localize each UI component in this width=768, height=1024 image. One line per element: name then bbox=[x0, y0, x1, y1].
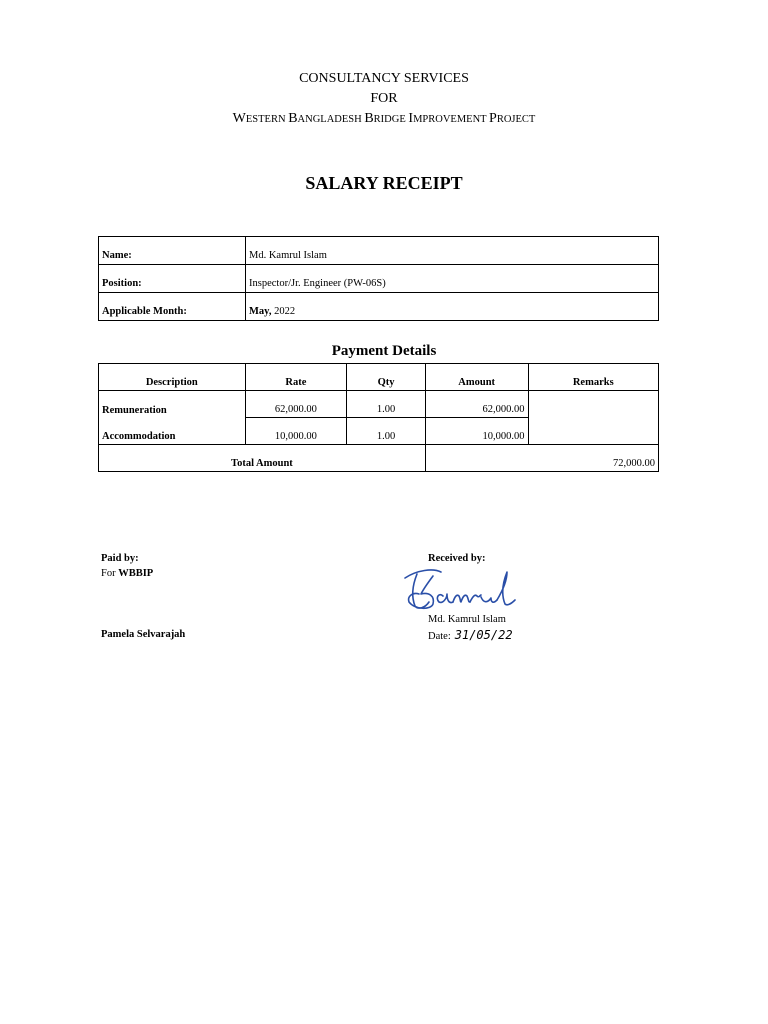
col-header-amount: Amount bbox=[425, 364, 528, 391]
total-row bbox=[99, 445, 659, 472]
receipt-title: SALARY RECEIPT bbox=[305, 173, 463, 193]
row-remarks bbox=[528, 418, 659, 445]
table-row bbox=[99, 391, 659, 418]
row-qty: 1.00 bbox=[347, 391, 426, 418]
name-value: Md. Kamrul Islam bbox=[246, 237, 659, 265]
name-label: Name: bbox=[99, 237, 246, 265]
month-label: Applicable Month: bbox=[99, 293, 246, 321]
org-header-project-name bbox=[0, 109, 768, 130]
position-label: Position: bbox=[99, 265, 246, 293]
payer-name: Pamela Selvarajah bbox=[101, 629, 186, 640]
total-label: Total Amount bbox=[99, 445, 426, 472]
project-word-5: PROJECT bbox=[489, 111, 536, 126]
month-year: 2022 bbox=[271, 306, 296, 317]
month-value bbox=[246, 293, 659, 321]
info-row-position bbox=[99, 265, 659, 293]
employee-info-table bbox=[98, 236, 659, 321]
date-value: 31/05/22 bbox=[454, 628, 513, 642]
receiver-name: Md. Kamrul Islam bbox=[428, 614, 506, 625]
payment-details-title: Payment Details bbox=[331, 343, 437, 359]
project-word-1: WESTERN bbox=[232, 111, 289, 126]
project-word-2: BANGLADESH bbox=[288, 111, 365, 126]
payment-details-table bbox=[98, 363, 659, 472]
payment-header-row bbox=[99, 364, 659, 391]
row-amount: 62,000.00 bbox=[425, 391, 528, 418]
for-prefix: For bbox=[101, 568, 119, 579]
col-header-remarks: Remarks bbox=[528, 364, 659, 391]
info-row-month bbox=[99, 293, 659, 321]
col-header-qty: Qty bbox=[347, 364, 426, 391]
row-description: Remuneration bbox=[99, 391, 246, 418]
receipt-date-line bbox=[428, 628, 513, 642]
handwritten-signature bbox=[403, 566, 527, 612]
org-header-line1: CONSULTANCY SERVICES bbox=[299, 71, 469, 86]
received-by-label: Received by: bbox=[428, 553, 486, 564]
month-name: May, bbox=[249, 306, 272, 317]
row-amount: 10,000.00 bbox=[425, 418, 528, 445]
row-remarks bbox=[528, 391, 659, 418]
for-org: WBBIP bbox=[118, 568, 154, 579]
total-value: 72,000.00 bbox=[425, 445, 658, 472]
paid-for-line bbox=[101, 568, 153, 579]
row-rate: 62,000.00 bbox=[245, 391, 347, 418]
table-row bbox=[99, 418, 659, 445]
org-header-line2: FOR bbox=[370, 91, 398, 106]
row-description: Accommodation bbox=[99, 418, 246, 445]
position-value: Inspector/Jr. Engineer (PW-06S) bbox=[246, 265, 659, 293]
row-qty: 1.00 bbox=[347, 418, 426, 445]
row-rate: 10,000.00 bbox=[245, 418, 347, 445]
col-header-description: Description bbox=[99, 364, 246, 391]
project-word-4: IMPROVEMENT bbox=[408, 111, 490, 126]
date-label: Date: bbox=[428, 631, 451, 642]
info-row-name bbox=[99, 237, 659, 265]
project-word-3: BRIDGE bbox=[364, 111, 409, 126]
col-header-rate: Rate bbox=[245, 364, 347, 391]
paid-by-label: Paid by: bbox=[101, 553, 139, 564]
